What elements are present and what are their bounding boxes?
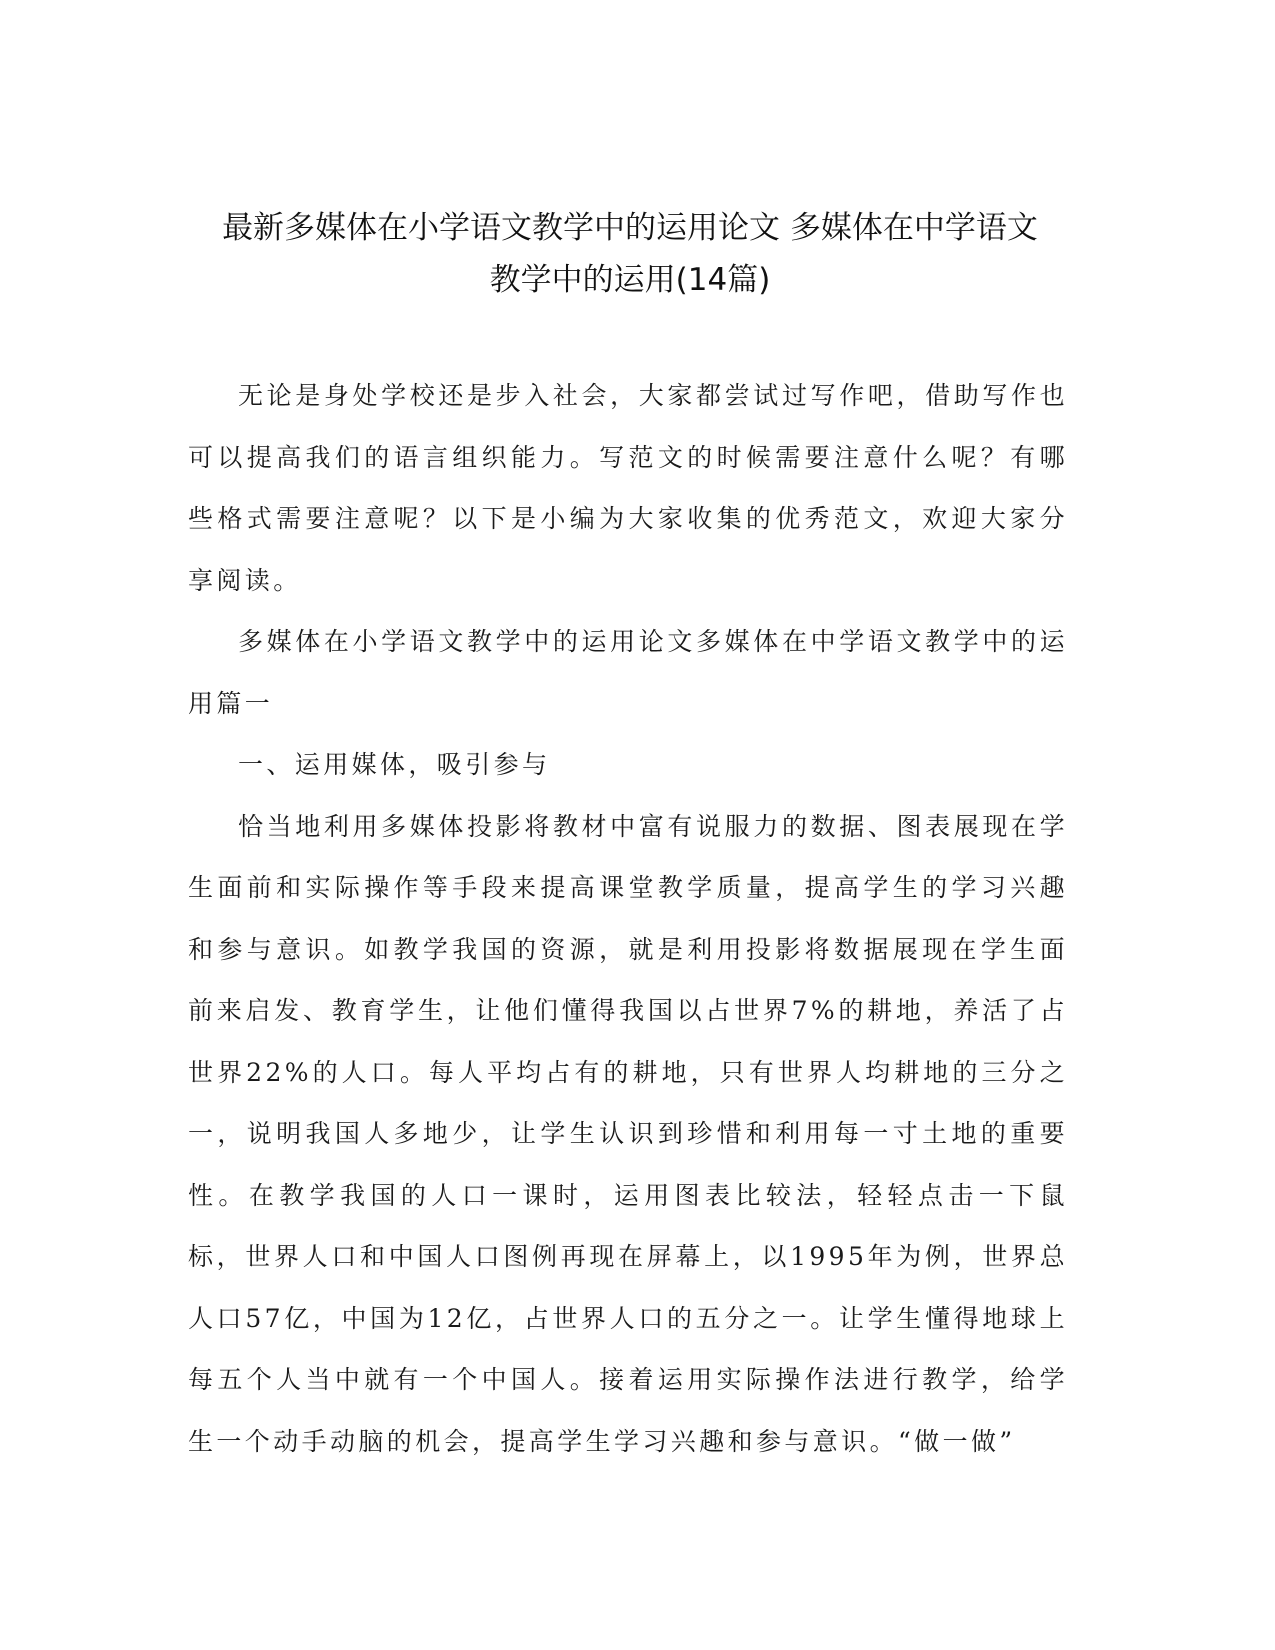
body-paragraph: 恰当地利用多媒体投影将教材中富有说服力的数据、图表展现在学生面前和实际操作等手段来提高课堂教学质量，提高学生的学习兴趣和参与意识。如教学我国的资源，就是利用投影将数据展现在学生面前来启发、教育学生，让他们懂得我国以占世界7%的耕地，养活了占世界22%的人口。每人平均占有的耕地，只有世界人均耕地的三分之一，说明我国人多地少，让学生认识到珍惜和利用每一寸土地的重要性。在教学我国的人口一课时，运用图表比较法，轻轻点击一下鼠标，世界人口和中国人口图例再现在屏幕上，以1995年为例，世界总人口57亿，中国为12亿，占世界人口的五分之一。让学生懂得地球上每五个人当中就有一个中国人。接着运用实际操作法进行教学，给学生一个动手动脑的机会，提高学生学习兴趣和参与意识。“做一做” xyxy=(188,811,1068,1456)
intro-paragraph: 无论是身处学校还是步入社会，大家都尝试过写作吧，借助写作也可以提高我们的语言组织能力。写范文的时候需要注意什么呢？有哪些格式需要注意呢？以下是小编为大家收集的优秀范文，欢迎大家分享阅读。 xyxy=(188,381,1068,595)
title-line-1: 最新多媒体在小学语文教学中的运用论文 多媒体在中学语文 xyxy=(222,210,1038,246)
document-body xyxy=(188,365,1068,1472)
title-line-2: 教学中的运用(14篇) xyxy=(489,262,771,298)
section-title-paragraph: 多媒体在小学语文教学中的运用论文多媒体在中学语文教学中的运用篇一 xyxy=(188,627,1068,718)
document-title xyxy=(180,202,1080,306)
subheading-paragraph: 一、运用媒体，吸引参与 xyxy=(238,750,551,779)
